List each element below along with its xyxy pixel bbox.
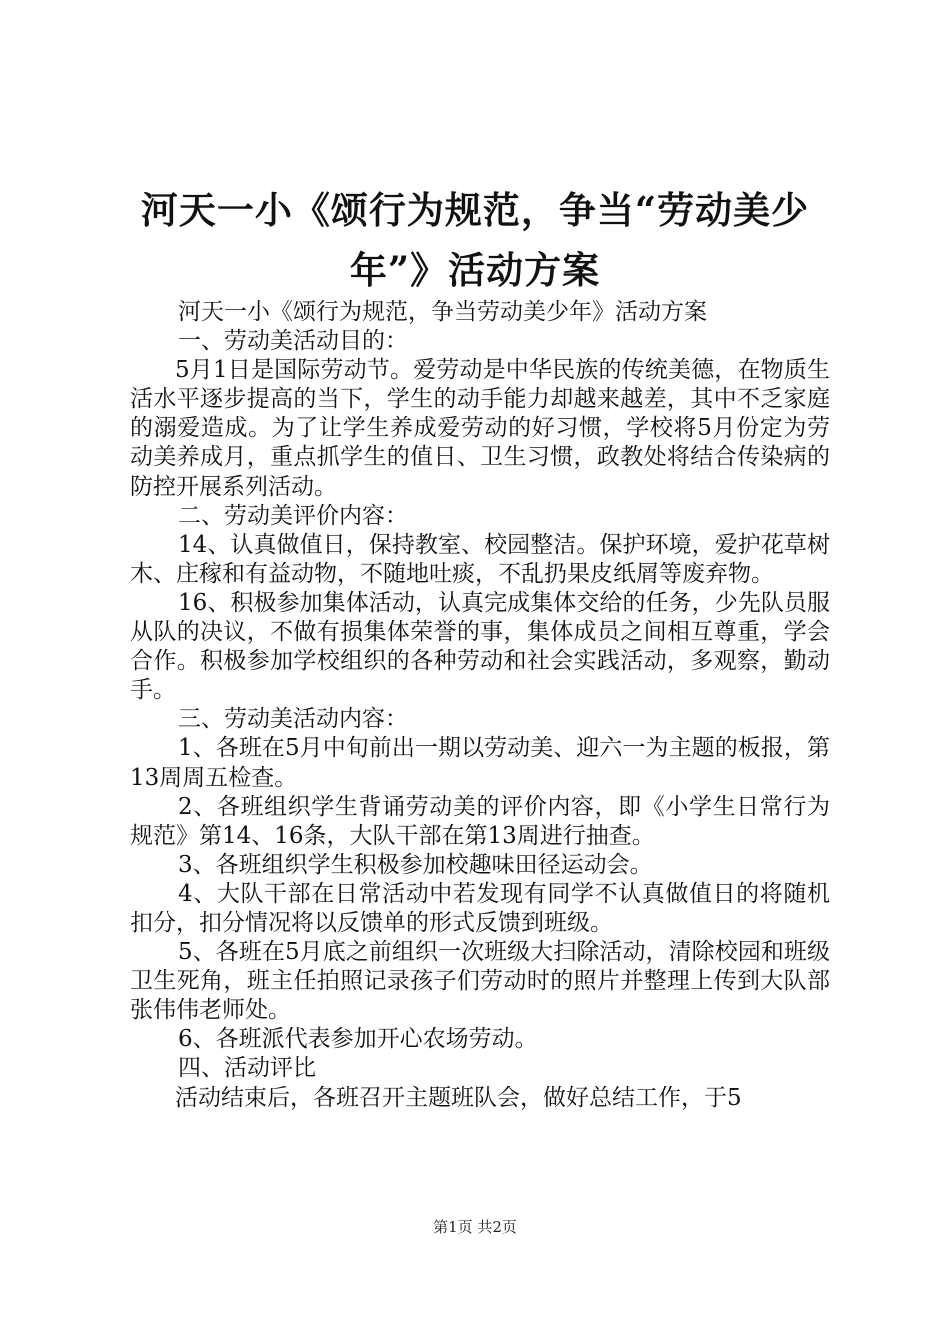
paragraph-evaluation: 活动结束后，各班召开主题班队会，做好总结工作，于5 bbox=[175, 1084, 742, 1111]
section-heading-1: 一、劳动美活动目的： bbox=[178, 328, 408, 355]
paragraph-item-14: 14、认真做值日，保持教室、校园整洁。保护环境，爱护花草树木、庄稼和有益动物，不随地吐痰，不乱扔果皮纸屑等废弃物。 bbox=[130, 531, 830, 587]
list-item-2: 2、各班组织学生背诵劳动美的评价内容，即《小学生日常行为规范》第14、16条，大队干部在第13周进行抽查。 bbox=[130, 793, 830, 849]
document-body bbox=[130, 298, 830, 1113]
section-heading-4: 四、活动评比 bbox=[178, 1055, 316, 1082]
list-item-4: 4、大队干部在日常活动中若发现有同学不认真做值日的将随机扣分，扣分情况将以反馈单的形式反馈到班级。 bbox=[130, 880, 830, 936]
paragraph-item-16: 16、积极参加集体活动，认真完成集体交给的任务，少先队员服从队的决议，不做有损集体荣誉的事，集体成员之间相互尊重，学会合作。积极参加学校组织的各种劳动和社会实践活动，多观察，勤动手。 bbox=[130, 589, 830, 704]
subtitle-paragraph: 河天一小《颂行为规范，争当劳动美少年》活动方案 bbox=[178, 299, 707, 325]
document-title-line-1: 河天一小《颂行为规范，争当“劳动美少 bbox=[140, 188, 810, 232]
page-number-footer: 第1页 共2页 bbox=[433, 1218, 517, 1236]
list-item-6: 6、各班派代表参加开心农场劳动。 bbox=[178, 1026, 538, 1053]
list-item-3: 3、各班组织学生积极参加校趣味田径运动会。 bbox=[178, 851, 653, 878]
document-title-line-2: 年”》活动方案 bbox=[349, 248, 601, 292]
list-item-5: 5、各班在5月底之前组织一次班级大扫除活动，清除校园和班级卫生死角，班主任拍照记录孩子们劳动时的照片并整理上传到大队部张伟伟老师处。 bbox=[130, 939, 830, 1024]
paragraph-purpose: 5月1日是国际劳动节。爱劳动是中华民族的传统美德，在物质生活水平逐步提高的当下，学生的动手能力却越来越差，其中不乏家庭的溺爱造成。为了让学生养成爱劳动的好习惯，学校将5月份定为劳动美养成月，重点抓学生的值日、卫生习惯，政教处将结合传染病的防控开展系列活动。 bbox=[130, 357, 830, 500]
section-heading-3: 三、劳动美活动内容： bbox=[178, 706, 408, 733]
list-item-1: 1、各班在5月中旬前出一期以劳动美、迎六一为主题的板报，第13周周五检查。 bbox=[130, 735, 830, 791]
section-heading-2: 二、劳动美评价内容： bbox=[178, 502, 408, 529]
